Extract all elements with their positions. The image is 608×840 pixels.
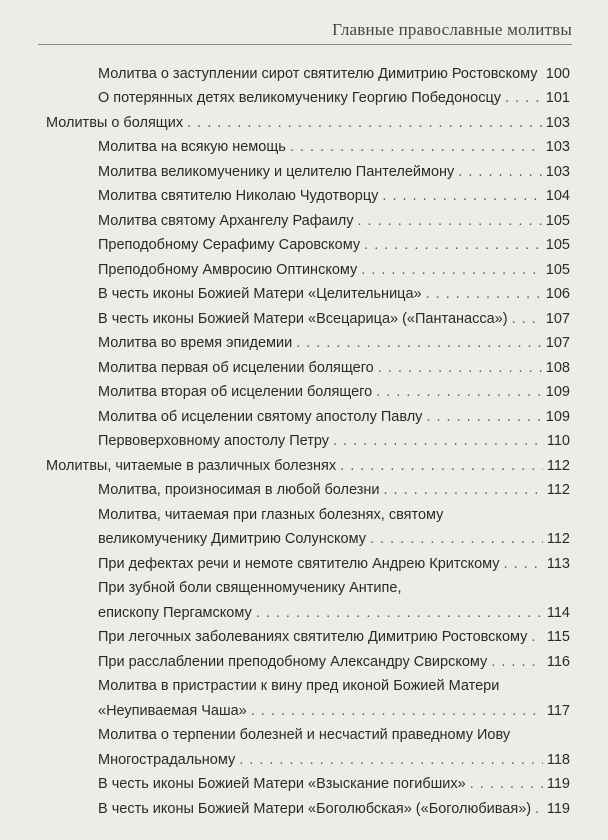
toc-leader-dots bbox=[470, 774, 543, 794]
toc-leader-dots bbox=[251, 701, 543, 721]
toc-page-number: 115 bbox=[546, 629, 570, 645]
toc-entry bbox=[98, 358, 570, 378]
toc-entry-title: Молитва о заступлении сирот святителю Димитрию Ростовскому bbox=[98, 66, 538, 82]
toc-leader-dots bbox=[256, 603, 543, 623]
toc-entry-title: епископу Пергамскому bbox=[98, 605, 252, 621]
toc-leader-dots bbox=[239, 750, 543, 770]
toc-entry-title: В честь иконы Божией Матери «Целительница» bbox=[98, 286, 422, 302]
toc-page-number: 105 bbox=[545, 213, 570, 229]
toc-page-number: 107 bbox=[545, 311, 570, 327]
toc-page-number: 119 bbox=[546, 801, 570, 817]
toc-leader-dots bbox=[333, 431, 543, 451]
toc-entry-title: Преподобному Серафиму Саровскому bbox=[98, 237, 361, 253]
toc-entry bbox=[98, 676, 570, 696]
toc-page-number: 100 bbox=[545, 66, 570, 82]
toc-entry-title: Молитва святителю Николаю Чудотворцу bbox=[98, 188, 379, 204]
toc-entry-title: Молитва, произносимая в любой болезни bbox=[98, 482, 380, 498]
toc-entry-title: Молитва святому Архангелу Рафаилу bbox=[98, 213, 354, 229]
toc-leader-dots bbox=[504, 554, 543, 574]
toc-entry-title: Молитва об исцелении святому апостолу Павлу bbox=[98, 409, 423, 425]
toc-page-number: 107 bbox=[545, 335, 570, 351]
toc-entry-title: Молитвы о болящих bbox=[46, 115, 184, 131]
toc-leader-dots bbox=[426, 407, 541, 427]
toc-entry bbox=[98, 505, 570, 525]
toc-page-number: 112 bbox=[546, 531, 570, 547]
running-header-title: Главные православные молитвы bbox=[332, 20, 572, 39]
toc-page-number: 110 bbox=[546, 433, 570, 449]
toc-entry bbox=[98, 603, 570, 623]
toc-leader-dots bbox=[491, 652, 543, 672]
toc-entry-title: В честь иконы Божией Матери «Взыскание погибших» bbox=[98, 776, 466, 792]
toc-section-entry bbox=[46, 456, 570, 476]
toc-entry-title: Молитва в пристрастии к вину пред иконой Божией Матери bbox=[98, 678, 500, 694]
toc-entry bbox=[98, 431, 570, 451]
toc-section-entry bbox=[46, 113, 570, 133]
toc-entry bbox=[98, 480, 570, 500]
toc-entry-title: Молитва, читаемая при глазных болезнях, святому bbox=[98, 507, 444, 523]
toc-leader-dots bbox=[535, 799, 543, 819]
toc-page-number: 105 bbox=[545, 262, 570, 278]
toc-entry bbox=[98, 137, 570, 157]
toc-entry-title: Молитва великомученику и целителю Пантелеймону bbox=[98, 164, 455, 180]
toc-page-number: 109 bbox=[545, 409, 570, 425]
toc-leader-dots bbox=[296, 333, 542, 353]
toc-page-number: 106 bbox=[545, 286, 570, 302]
toc-leader-dots bbox=[370, 529, 543, 549]
toc-entry bbox=[98, 162, 570, 182]
toc-leader-dots bbox=[376, 382, 542, 402]
toc-entry-title: Первоверховному апостолу Петру bbox=[98, 433, 329, 449]
toc-entry-title: Молитва на всякую немощь bbox=[98, 139, 286, 155]
toc-entry-title: При расслаблении преподобному Александру Свирскому bbox=[98, 654, 488, 670]
toc-entry bbox=[98, 88, 570, 108]
toc-entry bbox=[98, 652, 570, 672]
toc-entry-title: В честь иконы Божией Матери «Боголюбская» («Боголюбивая») bbox=[98, 801, 532, 817]
toc-entry-title: В честь иконы Божией Матери «Всецарица» («Пантанасса») bbox=[98, 311, 508, 327]
toc-entry bbox=[98, 407, 570, 427]
toc-entry bbox=[98, 774, 570, 794]
toc-page-number: 104 bbox=[545, 188, 570, 204]
toc-leader-dots bbox=[458, 162, 542, 182]
toc-entry bbox=[98, 260, 570, 280]
toc-entry bbox=[98, 725, 570, 745]
toc-entry-title: Молитва во время эпидемии bbox=[98, 335, 293, 351]
toc-entry-title: великомученику Димитрию Солунскому bbox=[98, 531, 366, 547]
toc-leader-dots bbox=[187, 113, 542, 133]
toc-page-number: 103 bbox=[545, 139, 570, 155]
toc-page-number: 116 bbox=[546, 654, 570, 670]
toc-entry bbox=[98, 554, 570, 574]
toc-entry bbox=[98, 235, 570, 255]
toc-leader-dots bbox=[364, 235, 542, 255]
toc-page-number: 105 bbox=[545, 237, 570, 253]
toc-entry-title: Молитва первая об исцелении болящего bbox=[98, 360, 374, 376]
toc-leader-dots bbox=[512, 309, 542, 329]
toc-leader-dots bbox=[361, 260, 542, 280]
header-rule bbox=[38, 44, 572, 45]
toc-entry-title: Преподобному Амвросию Оптинскому bbox=[98, 262, 358, 278]
toc-page-number: 118 bbox=[546, 752, 570, 768]
toc-entry bbox=[98, 799, 570, 819]
toc-page-number: 112 bbox=[546, 458, 570, 474]
toc-page-number: 119 bbox=[546, 776, 570, 792]
toc-entry bbox=[98, 284, 570, 304]
toc-leader-dots bbox=[290, 137, 542, 157]
toc-entry bbox=[98, 750, 570, 770]
toc-leader-dots bbox=[426, 284, 542, 304]
toc-page-number: 103 bbox=[545, 115, 570, 131]
toc-page-number: 113 bbox=[546, 556, 570, 572]
toc-page-number: 108 bbox=[545, 360, 570, 376]
toc-page-number: 117 bbox=[546, 703, 570, 719]
toc-entry-title: Молитва о терпении болезней и несчастий праведному Иову bbox=[98, 727, 511, 743]
toc-leader-dots bbox=[378, 358, 542, 378]
toc-page-number: 103 bbox=[545, 164, 570, 180]
toc-leader-dots bbox=[382, 186, 541, 206]
toc-entry bbox=[98, 333, 570, 353]
toc-leader-dots bbox=[340, 456, 543, 476]
toc-entry-title: О потерянных детях великомученику Георгию Победоносцу bbox=[98, 90, 502, 106]
toc-entry-title: Молитвы, читаемые в различных болезнях bbox=[46, 458, 337, 474]
toc-entry-title: При легочных заболеваниях святителю Димитрию Ростовскому bbox=[98, 629, 528, 645]
toc-leader-dots bbox=[505, 88, 542, 108]
toc-entry bbox=[98, 382, 570, 402]
toc-entry-title: Молитва вторая об исцелении болящего bbox=[98, 384, 373, 400]
toc-entry bbox=[98, 309, 570, 329]
toc-entry bbox=[98, 701, 570, 721]
toc-entry bbox=[98, 627, 570, 647]
toc-entry bbox=[98, 186, 570, 206]
toc-entry-title: При дефектах речи и немоте святителю Андрею Критскому bbox=[98, 556, 500, 572]
toc-entry-title: «Неупиваемая Чаша» bbox=[98, 703, 247, 719]
toc-page-number: 109 bbox=[545, 384, 570, 400]
toc-entry bbox=[98, 211, 570, 231]
toc-page-number: 114 bbox=[546, 605, 570, 621]
toc-entry bbox=[98, 578, 570, 598]
toc-entry bbox=[98, 529, 570, 549]
toc-entry bbox=[98, 64, 570, 84]
toc-entry-title: Многострадальному bbox=[98, 752, 236, 768]
toc-leader-dots bbox=[531, 627, 542, 647]
toc-page-number: 101 bbox=[545, 90, 570, 106]
toc-leader-dots bbox=[358, 211, 542, 231]
toc-leader-dots bbox=[384, 480, 543, 500]
toc-page-number: 112 bbox=[546, 482, 570, 498]
toc-entry-title: При зубной боли священномученику Антипе, bbox=[98, 580, 402, 596]
